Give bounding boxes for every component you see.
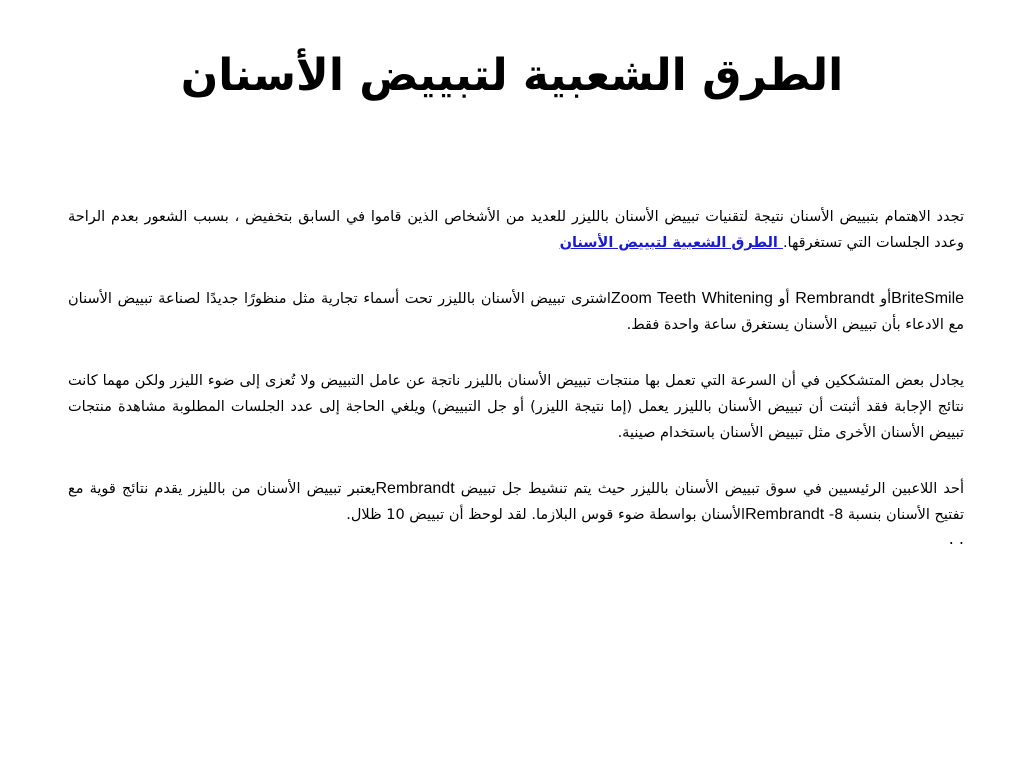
brand-britesmile: BriteSmile	[891, 290, 965, 307]
paragraph-1	[68, 204, 964, 256]
paragraph-2-sep-2: أو	[772, 291, 796, 307]
popular-methods-link[interactable]: الطرق الشعبية لتبييض الأسنان	[559, 235, 783, 251]
brand-rembrandt: Rembrandt	[795, 290, 875, 307]
paragraph-4	[68, 476, 964, 528]
paragraph-3	[68, 368, 964, 446]
trailing-dots: . .	[948, 529, 964, 548]
paragraph-2	[68, 286, 964, 338]
paragraph-1-text: تجدد الاهتمام بتبييض الأسنان نتيجة لتقنيات تبييض الأسنان بالليزر للعديد من الأشخاص الذين قاموا في السابق بتخفيض ، بسبب الشعور بعدم الراحة وعدد الجلسات التي تستغرقها.	[68, 209, 964, 251]
paragraph-4-text-3: الأسنان بواسطة ضوء قوس البلازما. لقد لوحظ أن تبييض 10 ظلال.	[346, 507, 746, 523]
paragraph-4-text-1: أحد اللاعبين الرئيسيين في سوق تبييض الأسنان بالليزر حيث يتم تنشيط جل تبييض	[454, 481, 964, 497]
slide-body	[68, 204, 964, 580]
slide-title: الطرق الشعبية لتبييض الأسنان	[180, 50, 844, 101]
brand-zoom: Zoom Teeth Whitening	[610, 290, 773, 307]
paragraph-4-brand-1: Rembrandt	[375, 480, 455, 497]
paragraph-4-brand-2: Rembrandt	[745, 506, 825, 523]
paragraph-3-text: يجادل بعض المتشككين في أن السرعة التي تعمل بها منتجات تبييض الأسنان بالليزر ناتجة عن عامل التبييض ولا تُعزى إلى ضوء الليزر ولكن مهما كانت نتائج الإجابة فقد أثبتت أن تبييض الأسنان بالليزر يعمل (إما نتيجة الليزر) أو جل التبييض) ويلغي الحاجة إلى عدد الجلسات المطلوبة مشاهدة منتجات تبييض الأسنان الأخرى مثل تبييض الأسنان باستخدام صينية.	[68, 373, 964, 441]
paragraph-4-text-2: يعتبر تبييض الأسنان من بالليزر يقدم نتائج قوية مع تفتيح الأسنان بنسبة 8-	[68, 481, 964, 523]
paragraph-2-text: اشترى تبييض الأسنان بالليزر تحت أسماء تجارية مثل منظورًا جديدًا لصناعة تبييض الأسنان مع الادعاء بأن تبييض الأسنان يستغرق ساعة واحدة فقط.	[68, 291, 964, 333]
paragraph-2-sep-1: أو	[874, 291, 892, 307]
